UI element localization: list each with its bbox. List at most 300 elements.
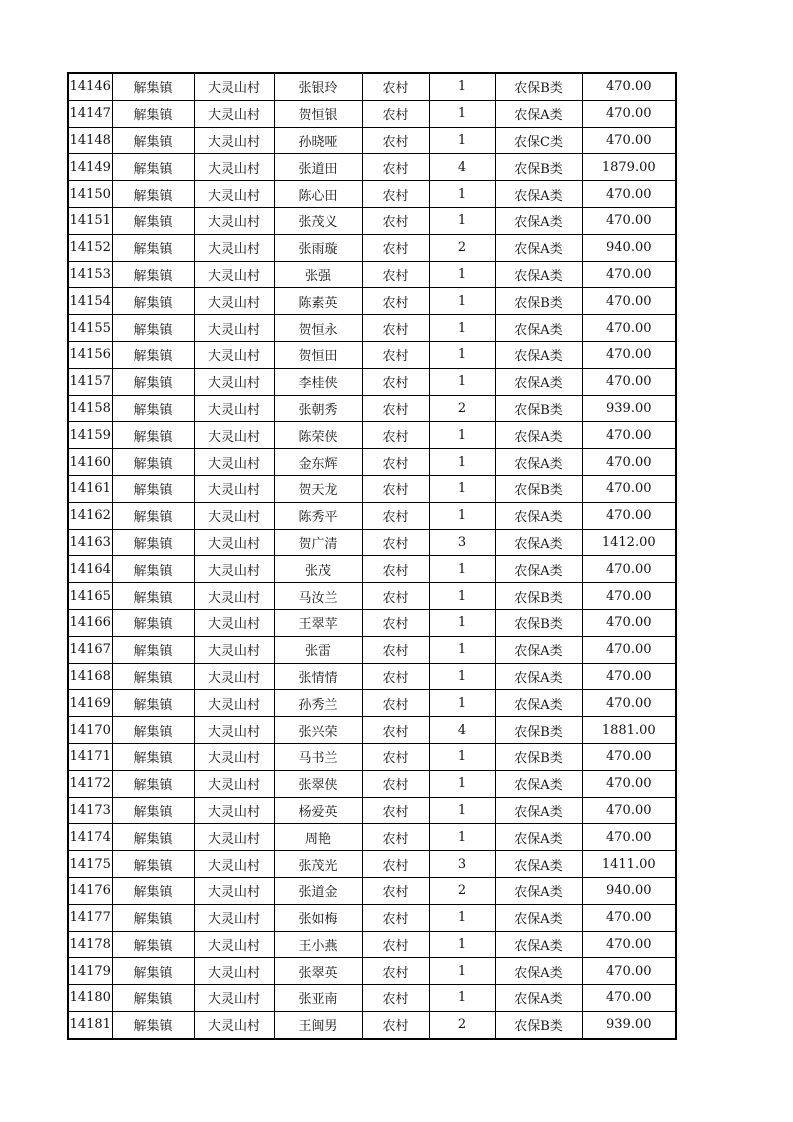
- name-cell: 张亚南: [274, 985, 362, 1012]
- village-cell: 大灵山村: [194, 502, 274, 529]
- record-id-cell: 14171: [68, 743, 112, 770]
- category-cell: 农保A类: [495, 556, 582, 583]
- village-cell: 大灵山村: [194, 73, 274, 100]
- name-cell: 杨爱英: [274, 797, 362, 824]
- name-cell: 张翠侠: [274, 770, 362, 797]
- table-row: [68, 475, 676, 502]
- town-cell: 解集镇: [112, 877, 194, 904]
- member-count-cell: 3: [429, 529, 495, 556]
- member-count-cell: 1: [429, 797, 495, 824]
- table-row: [68, 502, 676, 529]
- category-cell: 农保A类: [495, 422, 582, 449]
- table-row: [68, 341, 676, 368]
- record-id-cell: 14155: [68, 315, 112, 342]
- name-cell: 张道金: [274, 877, 362, 904]
- category-cell: 农保B类: [495, 1011, 582, 1038]
- village-cell: 大灵山村: [194, 395, 274, 422]
- household-type-cell: 农村: [362, 100, 429, 127]
- town-cell: 解集镇: [112, 127, 194, 154]
- village-cell: 大灵山村: [194, 1011, 274, 1038]
- household-type-cell: 农村: [362, 449, 429, 476]
- record-id-cell: 14162: [68, 502, 112, 529]
- record-id-cell: 14165: [68, 583, 112, 610]
- table-row: [68, 904, 676, 931]
- amount-cell: 470.00: [582, 475, 676, 502]
- category-cell: 农保A类: [495, 529, 582, 556]
- category-cell: 农保A类: [495, 207, 582, 234]
- town-cell: 解集镇: [112, 73, 194, 100]
- category-cell: 农保A类: [495, 315, 582, 342]
- name-cell: 张强: [274, 261, 362, 288]
- record-id-cell: 14148: [68, 127, 112, 154]
- record-id-cell: 14173: [68, 797, 112, 824]
- record-id-cell: 14150: [68, 181, 112, 208]
- member-count-cell: 2: [429, 395, 495, 422]
- name-cell: 陈心田: [274, 181, 362, 208]
- household-type-cell: 农村: [362, 931, 429, 958]
- category-cell: 农保A类: [495, 636, 582, 663]
- category-cell: 农保B类: [495, 743, 582, 770]
- record-id-cell: 14146: [68, 73, 112, 100]
- record-id-cell: 14154: [68, 288, 112, 315]
- amount-cell: 470.00: [582, 556, 676, 583]
- household-type-cell: 农村: [362, 904, 429, 931]
- household-type-cell: 农村: [362, 690, 429, 717]
- amount-cell: 470.00: [582, 797, 676, 824]
- record-id-cell: 14157: [68, 368, 112, 395]
- town-cell: 解集镇: [112, 100, 194, 127]
- household-type-cell: 农村: [362, 556, 429, 583]
- record-id-cell: 14174: [68, 824, 112, 851]
- category-cell: 农保A类: [495, 181, 582, 208]
- amount-cell: 470.00: [582, 73, 676, 100]
- household-type-cell: 农村: [362, 877, 429, 904]
- household-type-cell: 农村: [362, 73, 429, 100]
- household-type-cell: 农村: [362, 636, 429, 663]
- table-row: [68, 73, 676, 100]
- town-cell: 解集镇: [112, 958, 194, 985]
- member-count-cell: 1: [429, 475, 495, 502]
- record-id-cell: 14156: [68, 341, 112, 368]
- category-cell: 农保A类: [495, 797, 582, 824]
- amount-cell: 470.00: [582, 368, 676, 395]
- record-id-cell: 14178: [68, 931, 112, 958]
- table-row: [68, 931, 676, 958]
- town-cell: 解集镇: [112, 904, 194, 931]
- amount-cell: 470.00: [582, 261, 676, 288]
- village-cell: 大灵山村: [194, 368, 274, 395]
- amount-cell: 470.00: [582, 502, 676, 529]
- name-cell: 张道田: [274, 154, 362, 181]
- town-cell: 解集镇: [112, 288, 194, 315]
- name-cell: 王闽男: [274, 1011, 362, 1038]
- household-type-cell: 农村: [362, 583, 429, 610]
- amount-cell: 940.00: [582, 877, 676, 904]
- name-cell: 陈秀平: [274, 502, 362, 529]
- name-cell: 金东辉: [274, 449, 362, 476]
- household-type-cell: 农村: [362, 234, 429, 261]
- table-row: [68, 556, 676, 583]
- amount-cell: 470.00: [582, 743, 676, 770]
- household-type-cell: 农村: [362, 502, 429, 529]
- household-type-cell: 农村: [362, 609, 429, 636]
- household-type-cell: 农村: [362, 743, 429, 770]
- household-type-cell: 农村: [362, 717, 429, 744]
- name-cell: 张银玲: [274, 73, 362, 100]
- name-cell: 李桂侠: [274, 368, 362, 395]
- member-count-cell: 1: [429, 73, 495, 100]
- name-cell: 王小燕: [274, 931, 362, 958]
- table-row: [68, 877, 676, 904]
- category-cell: 农保A类: [495, 449, 582, 476]
- town-cell: 解集镇: [112, 663, 194, 690]
- record-id-cell: 14153: [68, 261, 112, 288]
- village-cell: 大灵山村: [194, 475, 274, 502]
- category-cell: 农保A类: [495, 985, 582, 1012]
- household-type-cell: 农村: [362, 475, 429, 502]
- village-cell: 大灵山村: [194, 663, 274, 690]
- village-cell: 大灵山村: [194, 797, 274, 824]
- name-cell: 马汝兰: [274, 583, 362, 610]
- member-count-cell: 1: [429, 207, 495, 234]
- member-count-cell: 1: [429, 502, 495, 529]
- category-cell: 农保A类: [495, 100, 582, 127]
- amount-cell: 470.00: [582, 181, 676, 208]
- household-type-cell: 农村: [362, 368, 429, 395]
- member-count-cell: 1: [429, 181, 495, 208]
- record-id-cell: 14149: [68, 154, 112, 181]
- amount-cell: 939.00: [582, 395, 676, 422]
- village-cell: 大灵山村: [194, 743, 274, 770]
- household-type-cell: 农村: [362, 824, 429, 851]
- village-cell: 大灵山村: [194, 958, 274, 985]
- household-type-cell: 农村: [362, 422, 429, 449]
- category-cell: 农保A类: [495, 341, 582, 368]
- record-id-cell: 14161: [68, 475, 112, 502]
- table-row: [68, 824, 676, 851]
- amount-cell: 470.00: [582, 100, 676, 127]
- household-type-cell: 农村: [362, 181, 429, 208]
- table-row: [68, 315, 676, 342]
- name-cell: 张雨璇: [274, 234, 362, 261]
- record-id-cell: 14167: [68, 636, 112, 663]
- amount-cell: 470.00: [582, 288, 676, 315]
- category-cell: 农保C类: [495, 127, 582, 154]
- category-cell: 农保A类: [495, 851, 582, 878]
- household-type-cell: 农村: [362, 127, 429, 154]
- town-cell: 解集镇: [112, 261, 194, 288]
- village-cell: 大灵山村: [194, 154, 274, 181]
- name-cell: 张如梅: [274, 904, 362, 931]
- member-count-cell: 1: [429, 690, 495, 717]
- category-cell: 农保A类: [495, 663, 582, 690]
- village-cell: 大灵山村: [194, 609, 274, 636]
- household-type-cell: 农村: [362, 395, 429, 422]
- record-id-cell: 14172: [68, 770, 112, 797]
- village-cell: 大灵山村: [194, 341, 274, 368]
- town-cell: 解集镇: [112, 154, 194, 181]
- town-cell: 解集镇: [112, 422, 194, 449]
- town-cell: 解集镇: [112, 475, 194, 502]
- record-id-cell: 14163: [68, 529, 112, 556]
- table-row: [68, 234, 676, 261]
- household-type-cell: 农村: [362, 341, 429, 368]
- household-type-cell: 农村: [362, 154, 429, 181]
- table-row: [68, 770, 676, 797]
- village-cell: 大灵山村: [194, 824, 274, 851]
- amount-cell: 470.00: [582, 985, 676, 1012]
- name-cell: 张兴荣: [274, 717, 362, 744]
- village-cell: 大灵山村: [194, 529, 274, 556]
- village-cell: 大灵山村: [194, 583, 274, 610]
- category-cell: 农保B类: [495, 583, 582, 610]
- village-cell: 大灵山村: [194, 422, 274, 449]
- member-count-cell: 1: [429, 583, 495, 610]
- table-row: [68, 851, 676, 878]
- table-row: [68, 449, 676, 476]
- village-cell: 大灵山村: [194, 636, 274, 663]
- member-count-cell: 1: [429, 770, 495, 797]
- amount-cell: 470.00: [582, 770, 676, 797]
- table-row: [68, 636, 676, 663]
- record-id-cell: 14180: [68, 985, 112, 1012]
- household-type-cell: 农村: [362, 207, 429, 234]
- category-cell: 农保A类: [495, 368, 582, 395]
- village-cell: 大灵山村: [194, 770, 274, 797]
- name-cell: 张朝秀: [274, 395, 362, 422]
- category-cell: 农保A类: [495, 770, 582, 797]
- town-cell: 解集镇: [112, 797, 194, 824]
- village-cell: 大灵山村: [194, 449, 274, 476]
- member-count-cell: 1: [429, 958, 495, 985]
- amount-cell: 940.00: [582, 234, 676, 261]
- record-id-cell: 14152: [68, 234, 112, 261]
- member-count-cell: 1: [429, 341, 495, 368]
- amount-cell: 470.00: [582, 422, 676, 449]
- table-row: [68, 985, 676, 1012]
- village-cell: 大灵山村: [194, 690, 274, 717]
- member-count-cell: 1: [429, 663, 495, 690]
- records-body: [68, 73, 676, 1039]
- amount-cell: 470.00: [582, 207, 676, 234]
- amount-cell: 470.00: [582, 931, 676, 958]
- amount-cell: 470.00: [582, 663, 676, 690]
- table-row: [68, 609, 676, 636]
- town-cell: 解集镇: [112, 207, 194, 234]
- household-type-cell: 农村: [362, 261, 429, 288]
- village-cell: 大灵山村: [194, 127, 274, 154]
- member-count-cell: 1: [429, 743, 495, 770]
- amount-cell: 470.00: [582, 609, 676, 636]
- village-cell: 大灵山村: [194, 100, 274, 127]
- household-type-cell: 农村: [362, 797, 429, 824]
- amount-cell: 470.00: [582, 958, 676, 985]
- name-cell: 贺天龙: [274, 475, 362, 502]
- member-count-cell: 1: [429, 127, 495, 154]
- name-cell: 张茂光: [274, 851, 362, 878]
- village-cell: 大灵山村: [194, 315, 274, 342]
- category-cell: 农保A类: [495, 261, 582, 288]
- household-type-cell: 农村: [362, 958, 429, 985]
- town-cell: 解集镇: [112, 368, 194, 395]
- member-count-cell: 2: [429, 234, 495, 261]
- category-cell: 农保B类: [495, 395, 582, 422]
- record-id-cell: 14164: [68, 556, 112, 583]
- town-cell: 解集镇: [112, 341, 194, 368]
- name-cell: 贺恒田: [274, 341, 362, 368]
- town-cell: 解集镇: [112, 770, 194, 797]
- category-cell: 农保B类: [495, 73, 582, 100]
- name-cell: 张茂: [274, 556, 362, 583]
- table-row: [68, 127, 676, 154]
- town-cell: 解集镇: [112, 609, 194, 636]
- name-cell: 贺恒银: [274, 100, 362, 127]
- household-type-cell: 农村: [362, 315, 429, 342]
- category-cell: 农保A类: [495, 931, 582, 958]
- name-cell: 张雷: [274, 636, 362, 663]
- name-cell: 孙晓哑: [274, 127, 362, 154]
- category-cell: 农保B类: [495, 288, 582, 315]
- member-count-cell: 4: [429, 717, 495, 744]
- table-row: [68, 288, 676, 315]
- amount-cell: 470.00: [582, 583, 676, 610]
- table-row: [68, 743, 676, 770]
- village-cell: 大灵山村: [194, 877, 274, 904]
- category-cell: 农保A类: [495, 502, 582, 529]
- member-count-cell: 1: [429, 449, 495, 476]
- member-count-cell: 1: [429, 422, 495, 449]
- record-id-cell: 14166: [68, 609, 112, 636]
- town-cell: 解集镇: [112, 502, 194, 529]
- member-count-cell: 1: [429, 636, 495, 663]
- category-cell: 农保B类: [495, 717, 582, 744]
- table-row: [68, 583, 676, 610]
- name-cell: 贺恒永: [274, 315, 362, 342]
- amount-cell: 939.00: [582, 1011, 676, 1038]
- table-row: [68, 529, 676, 556]
- category-cell: 农保B类: [495, 609, 582, 636]
- record-id-cell: 14158: [68, 395, 112, 422]
- member-count-cell: 3: [429, 851, 495, 878]
- name-cell: 陈荣侠: [274, 422, 362, 449]
- member-count-cell: 1: [429, 288, 495, 315]
- member-count-cell: 2: [429, 1011, 495, 1038]
- table-row: [68, 207, 676, 234]
- town-cell: 解集镇: [112, 717, 194, 744]
- amount-cell: 470.00: [582, 449, 676, 476]
- table-row: [68, 663, 676, 690]
- record-id-cell: 14160: [68, 449, 112, 476]
- village-cell: 大灵山村: [194, 207, 274, 234]
- name-cell: 贺广清: [274, 529, 362, 556]
- amount-cell: 470.00: [582, 127, 676, 154]
- village-cell: 大灵山村: [194, 288, 274, 315]
- record-id-cell: 14168: [68, 663, 112, 690]
- table-row: [68, 1011, 676, 1038]
- amount-cell: 470.00: [582, 690, 676, 717]
- record-id-cell: 14181: [68, 1011, 112, 1038]
- amount-cell: 1411.00: [582, 851, 676, 878]
- record-id-cell: 14169: [68, 690, 112, 717]
- member-count-cell: 4: [429, 154, 495, 181]
- member-count-cell: 2: [429, 877, 495, 904]
- category-cell: 农保A类: [495, 877, 582, 904]
- records-table: [67, 72, 677, 1040]
- table-row: [68, 717, 676, 744]
- table-row: [68, 368, 676, 395]
- record-id-cell: 14170: [68, 717, 112, 744]
- village-cell: 大灵山村: [194, 717, 274, 744]
- town-cell: 解集镇: [112, 851, 194, 878]
- record-id-cell: 14176: [68, 877, 112, 904]
- record-id-cell: 14177: [68, 904, 112, 931]
- member-count-cell: 1: [429, 261, 495, 288]
- amount-cell: 1879.00: [582, 154, 676, 181]
- town-cell: 解集镇: [112, 529, 194, 556]
- town-cell: 解集镇: [112, 985, 194, 1012]
- village-cell: 大灵山村: [194, 556, 274, 583]
- category-cell: 农保A类: [495, 904, 582, 931]
- table-row: [68, 154, 676, 181]
- name-cell: 马书兰: [274, 743, 362, 770]
- record-id-cell: 14175: [68, 851, 112, 878]
- town-cell: 解集镇: [112, 395, 194, 422]
- category-cell: 农保A类: [495, 824, 582, 851]
- town-cell: 解集镇: [112, 743, 194, 770]
- household-type-cell: 农村: [362, 985, 429, 1012]
- town-cell: 解集镇: [112, 315, 194, 342]
- town-cell: 解集镇: [112, 931, 194, 958]
- amount-cell: 1412.00: [582, 529, 676, 556]
- town-cell: 解集镇: [112, 234, 194, 261]
- category-cell: 农保B类: [495, 475, 582, 502]
- record-id-cell: 14151: [68, 207, 112, 234]
- village-cell: 大灵山村: [194, 851, 274, 878]
- table-row: [68, 690, 676, 717]
- village-cell: 大灵山村: [194, 904, 274, 931]
- member-count-cell: 1: [429, 904, 495, 931]
- town-cell: 解集镇: [112, 583, 194, 610]
- member-count-cell: 1: [429, 609, 495, 636]
- amount-cell: 470.00: [582, 636, 676, 663]
- table-row: [68, 958, 676, 985]
- amount-cell: 470.00: [582, 824, 676, 851]
- household-type-cell: 农村: [362, 1011, 429, 1038]
- household-type-cell: 农村: [362, 288, 429, 315]
- household-type-cell: 农村: [362, 770, 429, 797]
- name-cell: 张翠英: [274, 958, 362, 985]
- town-cell: 解集镇: [112, 824, 194, 851]
- category-cell: 农保A类: [495, 234, 582, 261]
- category-cell: 农保A类: [495, 690, 582, 717]
- amount-cell: 470.00: [582, 341, 676, 368]
- town-cell: 解集镇: [112, 556, 194, 583]
- town-cell: 解集镇: [112, 690, 194, 717]
- village-cell: 大灵山村: [194, 985, 274, 1012]
- table-row: [68, 395, 676, 422]
- record-id-cell: 14179: [68, 958, 112, 985]
- name-cell: 孙秀兰: [274, 690, 362, 717]
- table-row: [68, 422, 676, 449]
- household-type-cell: 农村: [362, 529, 429, 556]
- village-cell: 大灵山村: [194, 931, 274, 958]
- table-row: [68, 261, 676, 288]
- village-cell: 大灵山村: [194, 261, 274, 288]
- town-cell: 解集镇: [112, 636, 194, 663]
- member-count-cell: 1: [429, 368, 495, 395]
- amount-cell: 1881.00: [582, 717, 676, 744]
- town-cell: 解集镇: [112, 181, 194, 208]
